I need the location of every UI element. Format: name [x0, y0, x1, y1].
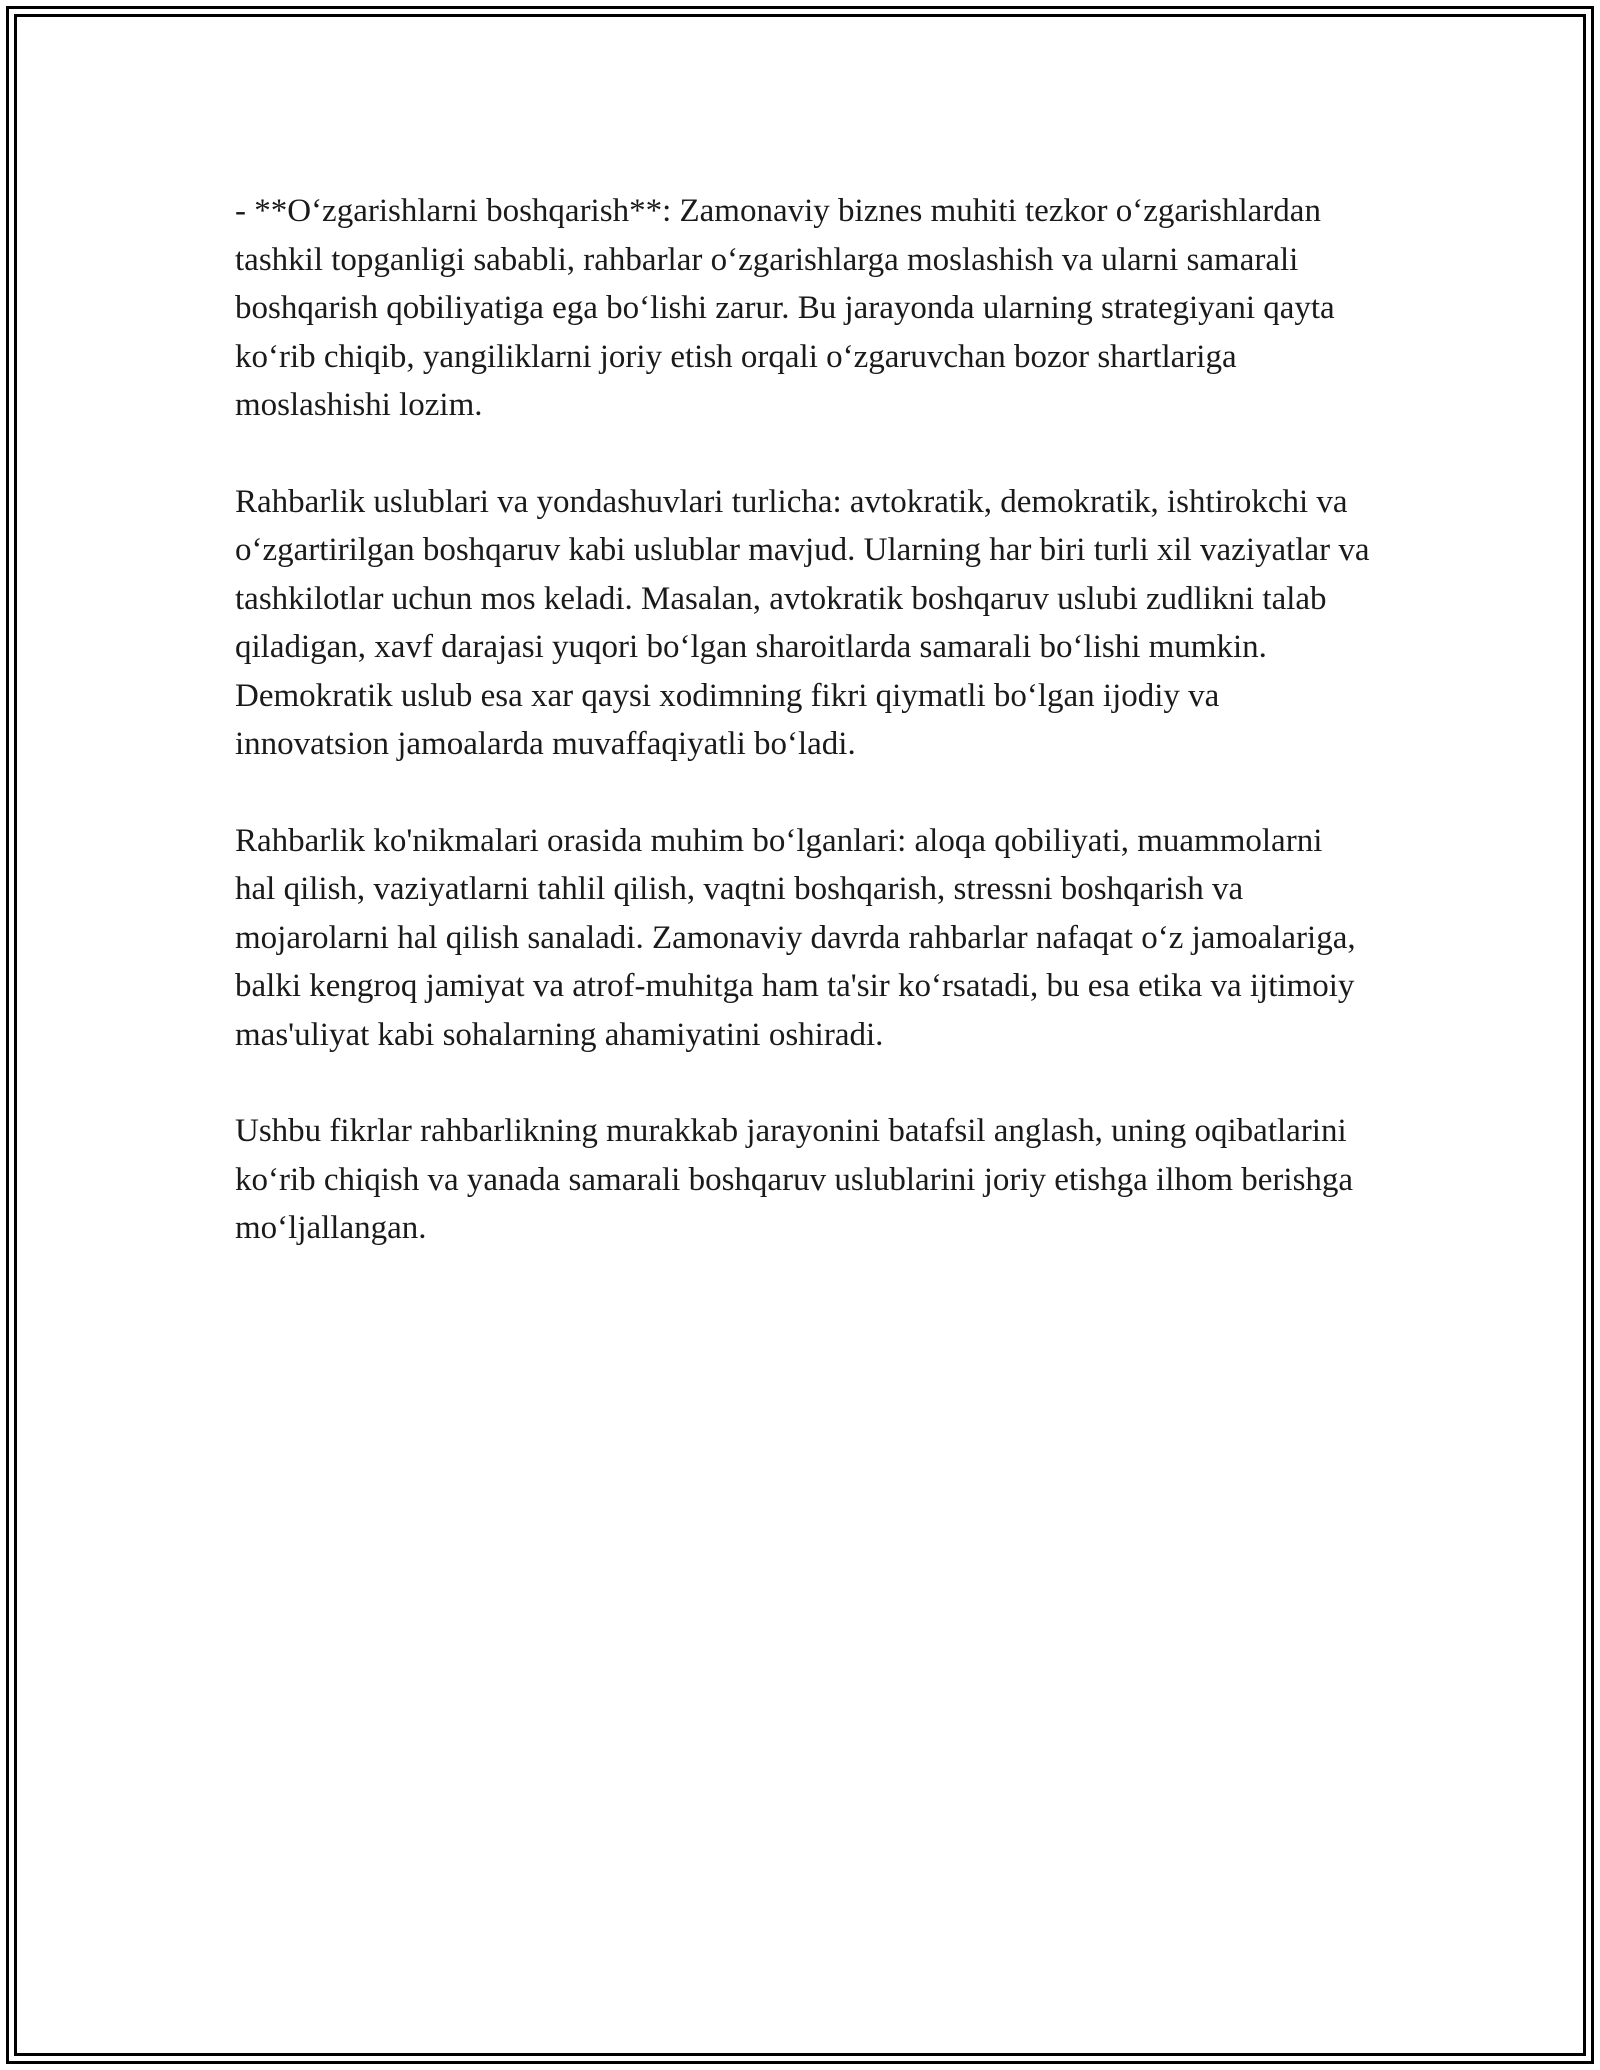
- paragraph-conclusion: Ushbu fikrlar rahbarlikning murakkab jarayonini batafsil anglash, uning oqibatlarini ko‘rib chiqish va yanada samarali boshqaruv uslublarini joriy etishga ilhom berishga mo‘ljallangan.: [235, 1113, 1354, 1246]
- document-body: [235, 187, 1370, 1301]
- paragraph-leadership-skills: Rahbarlik ko'nikmalari orasida muhim bo‘lganlari: aloqa qobiliyati, muammolarni hal qilish, vaziyatlarni tahlil qilish, vaqtni boshqarish, stressni boshqarish va mojarolarni hal qilish sanaladi. Zamonaviy davrda rahbarlar nafaqat o‘z jamoalariga, balki kengroq jamiyat va atrof-muhitga ham ta'sir ko‘rsatadi, bu esa etika va ijtimoiy mas'uliyat kabi sohalarning ahamiyatini oshiradi.: [235, 822, 1356, 1053]
- paragraph-leadership-styles: Rahbarlik uslublari va yondashuvlari turlicha: avtokratik, demokratik, ishtirokchi va o‘zgartirilgan boshqaruv kabi uslublar mavjud. Ularning har biri turli xil vaziyatlar va tashkilotlar uchun mos keladi. Masalan, avtokratik boshqaruv uslubi zudlikni talab qiladigan, xavf darajasi yuqori bo‘lgan sharoitlarda samarali bo‘lishi mumkin. Demokratik uslub esa xar qaysi xodimning fikri qiymatli bo‘lgan ijodiy va innovatsion jamoalarda muvaffaqiyatli bo‘ladi.: [235, 483, 1370, 762]
- paragraph-change-management: - **O‘zgarishlarni boshqarish**: Zamonaviy biznes muhiti tezkor o‘zgarishlardan tashkil topganligi sababli, rahbarlar o‘zgarishlarga moslashish va ularni samarali boshqarish qobiliyatiga ega bo‘lishi zarur. Bu jarayonda ularning strategiyani qayta ko‘rib chiqib, yangiliklarni joriy etish orqali o‘zgaruvchan bozor shartlariga moslashishi lozim.: [235, 193, 1335, 423]
